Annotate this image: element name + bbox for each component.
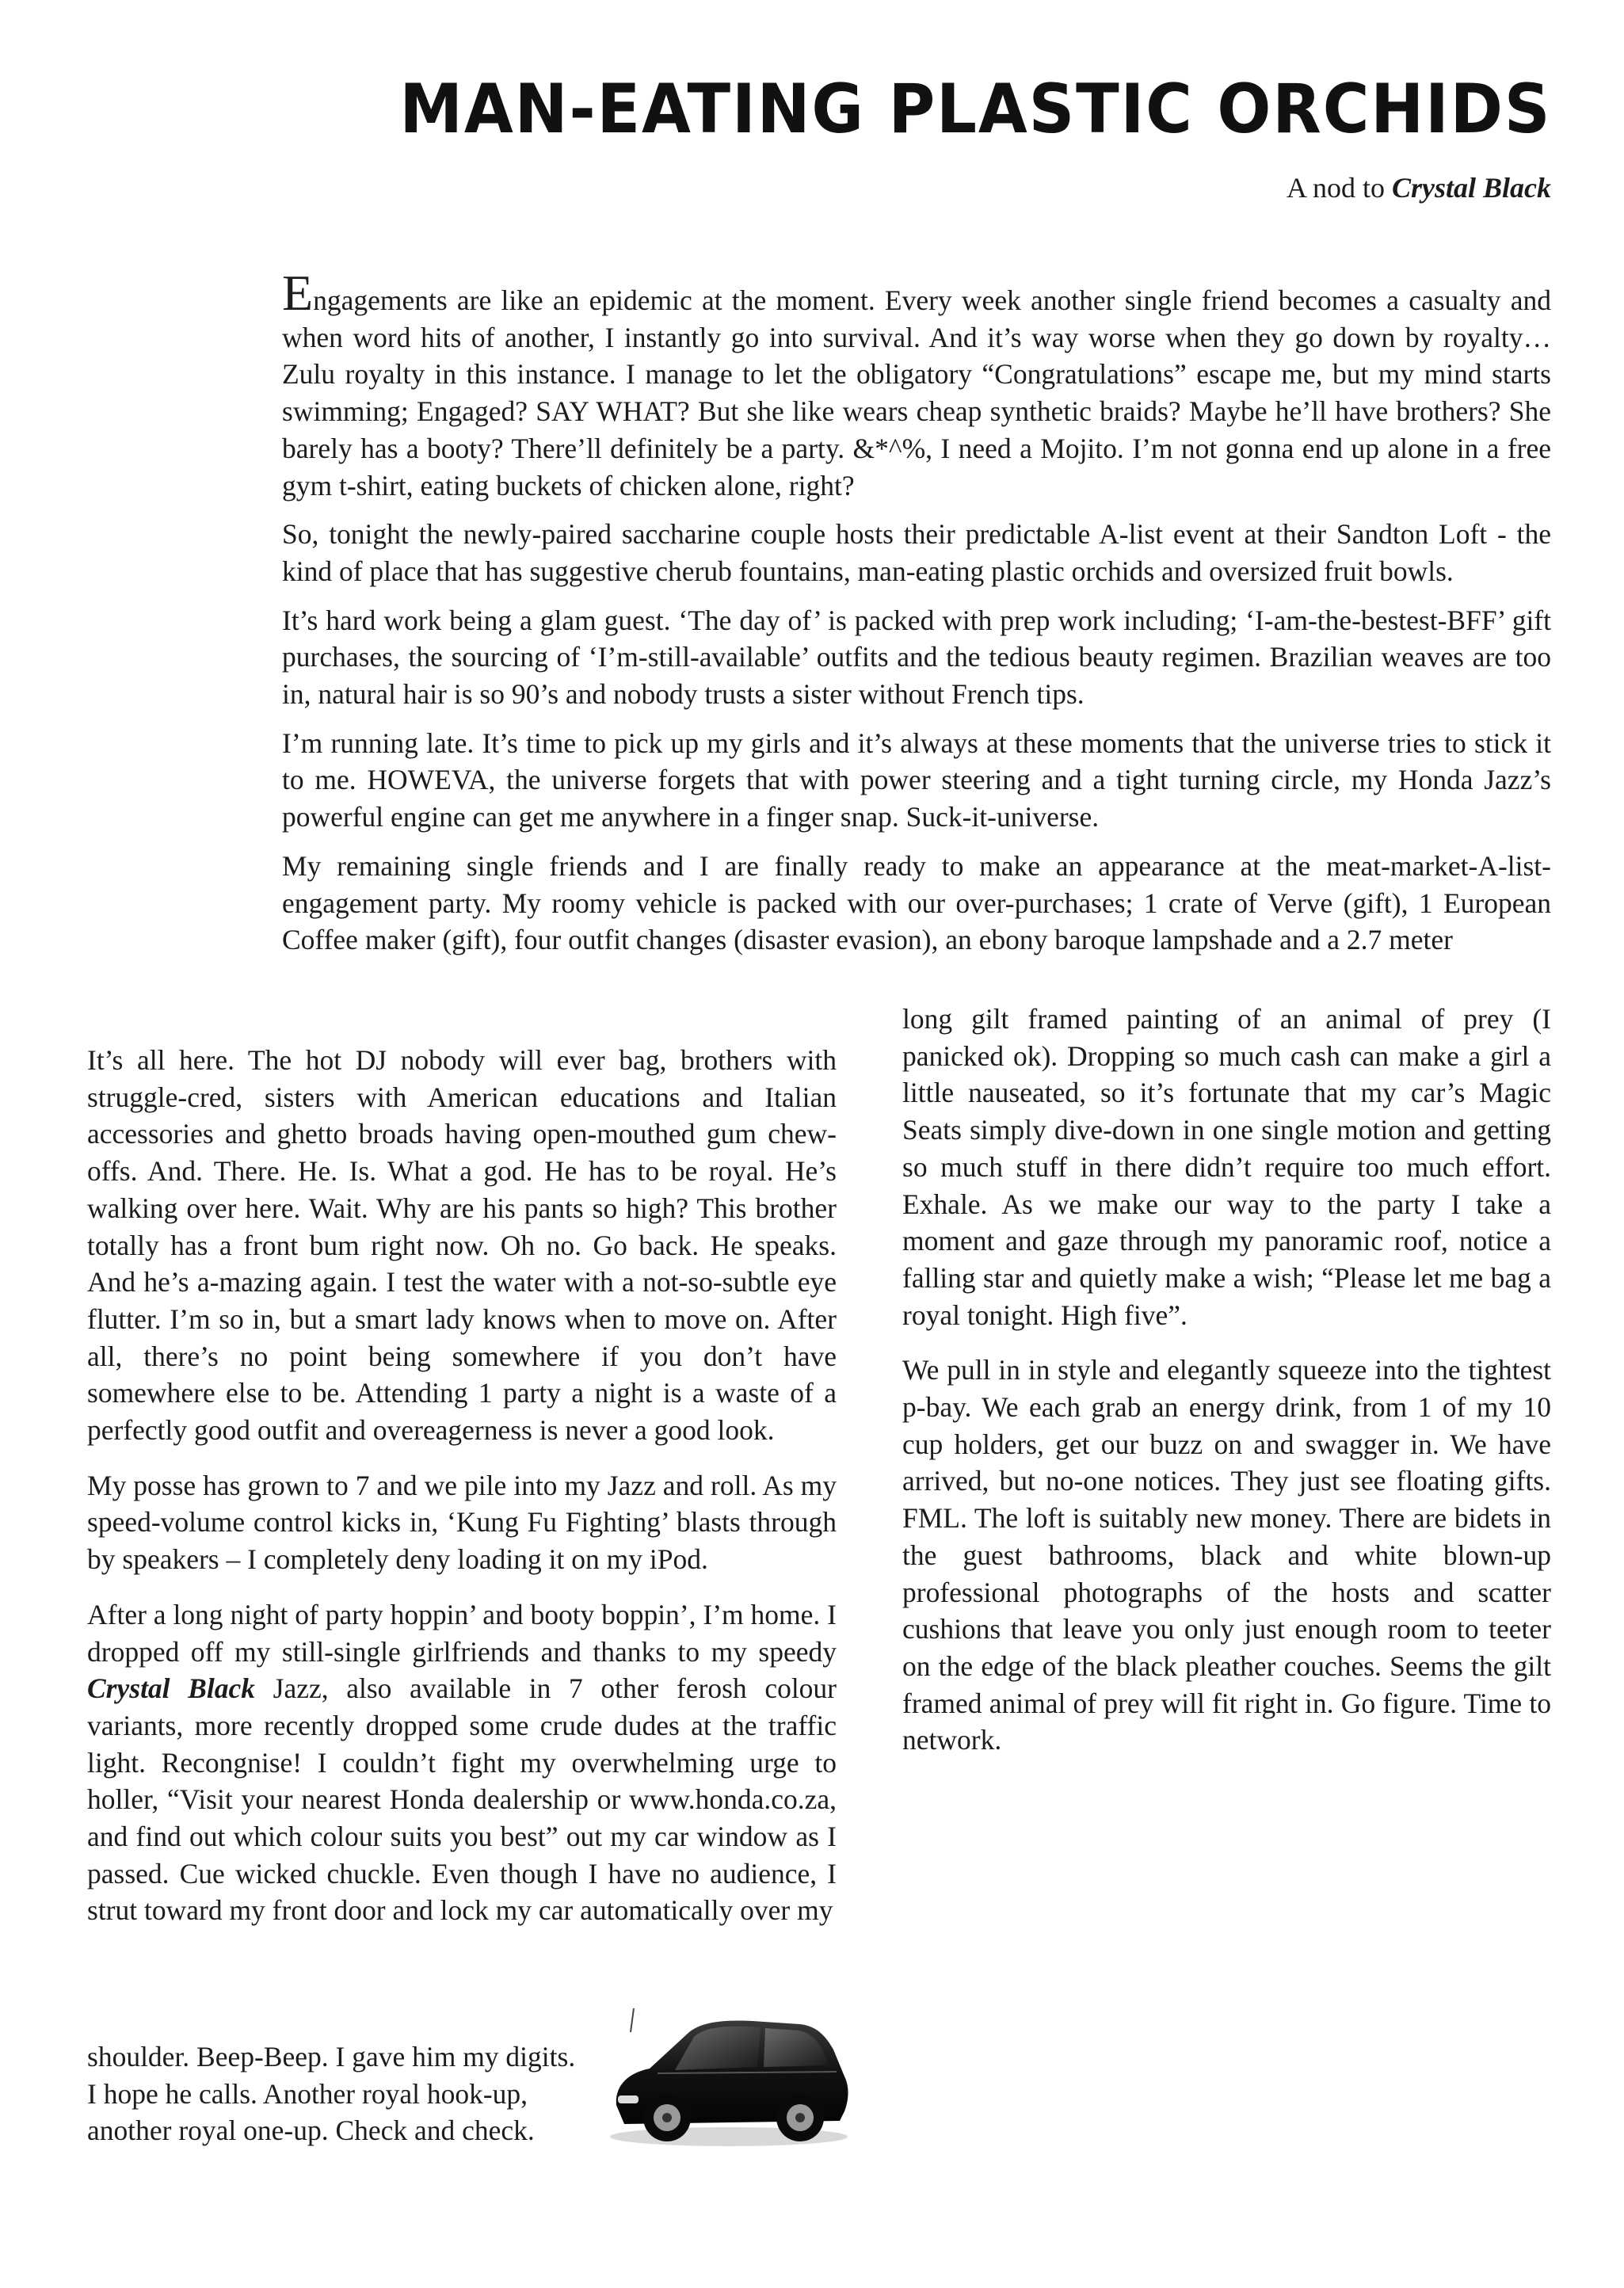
left-paragraph-3-start: After a long night of party hoppin’ and booty boppin’, I’m home. I dropped off my still-single girlfriends and thanks to my speedy [87, 1598, 837, 1668]
intro-paragraph-1 [282, 265, 1551, 504]
closing-line-3: another royal one-up. Check and check. [87, 2114, 535, 2147]
closing-lines [87, 2038, 594, 2149]
intro-paragraph-3: It’s hard work being a glam guest. ‘The day of’ is packed with prep work including; ‘I-am-the-bestest-BFF’ gift purchases, the sourcing of ‘I’m-still-available’ outfits and the tedious beauty regimen. Brazilian weaves are too in, natural hair is so 90’s and nobody trusts a sister without French tips. [282, 604, 1551, 711]
intro-paragraph-2: So, tonight the newly-paired saccharine couple hosts their predictable A-list event at their Sandton Loft - the kind of place that has suggestive cherub fountains, man-eating plastic orchids and oversized fruit bowls. [282, 518, 1551, 587]
honda-jazz-car-icon [602, 2000, 856, 2151]
left-paragraph-3-end: Jazz, also available in 7 other ferosh colour variants, more recently dropped some crude dudes at the traffic light. Recongnise! I couldn’t fight my overwhelming urge to holler, “Visit your nearest Honda dealership or www.honda.co.za, and find out which colour suits you best” out my car window as I passed. Cue wicked chuckle. Even though I have no audience, I strut toward my front door and lock my car automatically over my [87, 1672, 837, 1927]
closing-line-1: shoulder. Beep-Beep. I gave him my digits. [87, 2041, 576, 2073]
right-paragraph-2: We pull in in style and elegantly squeeze into the tightest p-bay. We each grab an energy drink, from 1 of my 10 cup holders, get our buzz on and swagger in. We have arrived, but no-one notices. They just see floating gifts. FML. The loft is suitably new money. There are bidets in the guest bathrooms, black and white blown-up professional photographs of the hosts and scatter cushions that leave you only just enough room to teeter on the edge of the black pleather couches. Seems the gilt framed animal of prey will fit right in. Go figure. Time to network. [902, 1354, 1551, 1756]
brand-name: Crystal Black [87, 1672, 255, 1705]
closing-line-2: I hope he calls. Another royal hook-up, [87, 2077, 528, 2110]
intro-paragraph-5: My remaining single friends and I are finally ready to make an appearance at the meat-market-A-list-engagement party. My roomy vehicle is packed with our over-purchases; 1 crate of Verve (gift), 1 European Coffee maker (gift), four outfit changes (disaster evasion), an ebony baroque lampshade and a 2.7 meter [282, 849, 1551, 956]
subtitle [1287, 170, 1551, 205]
left-paragraph-3 [87, 1596, 837, 1929]
intro-section [282, 265, 1551, 959]
subtitle-brand: Crystal Black [1391, 172, 1551, 204]
left-column [87, 1042, 837, 1947]
page-title: MAN-EATING PLASTIC ORCHIDS [399, 70, 1551, 149]
left-paragraph-1: It’s all here. The hot DJ nobody will ever bag, brothers with struggle-cred, sisters with American educations and Italian accessories and ghetto broads having open-mouthed gum chew-offs. And. There. He. Is. What a god. He has to be royal. He’s walking over here. Wait. Why are his pants so high? This brother totally has a front bum right now. Oh no. Go back. He speaks. And he’s a-mazing again. I test the water with a not-so-subtle eye flutter. I’m so in, but a smart lady knows when to move on. After all, there’s no point being somewhere if you don’t have somewhere else to be. Attending 1 party a night is a waste of a perfectly good outfit and overeagerness is never a good look. [87, 1044, 837, 1447]
intro-paragraph-4: I’m running late. It’s time to pick up my girls and it’s always at these moments that the universe tries to stick it to me. HOWEVA, the universe forgets that with power steering and a tight turning circle, my Honda Jazz’s powerful engine can get me anywhere in a finger snap. Suck-it-universe. [282, 726, 1551, 833]
right-column [902, 1001, 1551, 1777]
subtitle-prefix: A nod to [1286, 172, 1385, 204]
left-paragraph-2: My posse has grown to 7 and we pile into my Jazz and roll. As my speed-volume control kicks in, ‘Kung Fu Fighting’ blasts through by speakers – I completely deny loading it on my iPod. [87, 1469, 837, 1576]
drop-cap: E [282, 265, 314, 321]
car-image [602, 2000, 856, 2151]
right-paragraph-1: long gilt framed painting of an animal of prey (I panicked ok). Dropping so much cash can make a girl a little nauseated, so it’s fortunate that my car’s Magic Seats simply dive-down in one single motion and getting so much stuff in there didn’t require too much effort. Exhale. As we make our way to the party I take a moment and gaze through my panoramic roof, notice a falling star and quietly make a wish; “Please let me bag a royal tonight. High five”. [902, 1003, 1551, 1331]
intro-paragraph-1-text: ngagements are like an epidemic at the moment. Every week another single friend becomes a casualty and when word hits of another, I instantly go into survival. And it’s way worse when they go down by royalty… Zulu royalty in this instance. I manage to let the obligatory “Congratulations” escape me, but my mind starts swimming; Engaged? SAY WHAT? But she like wears cheap synthetic braids? Maybe he’ll have brothers? She barely has a booty? There’ll definitely be a party. &*^%, I need a Mojito. I’m not gonna end up alone in a free gym t-shirt, eating buckets of chicken alone, right? [282, 284, 1551, 501]
